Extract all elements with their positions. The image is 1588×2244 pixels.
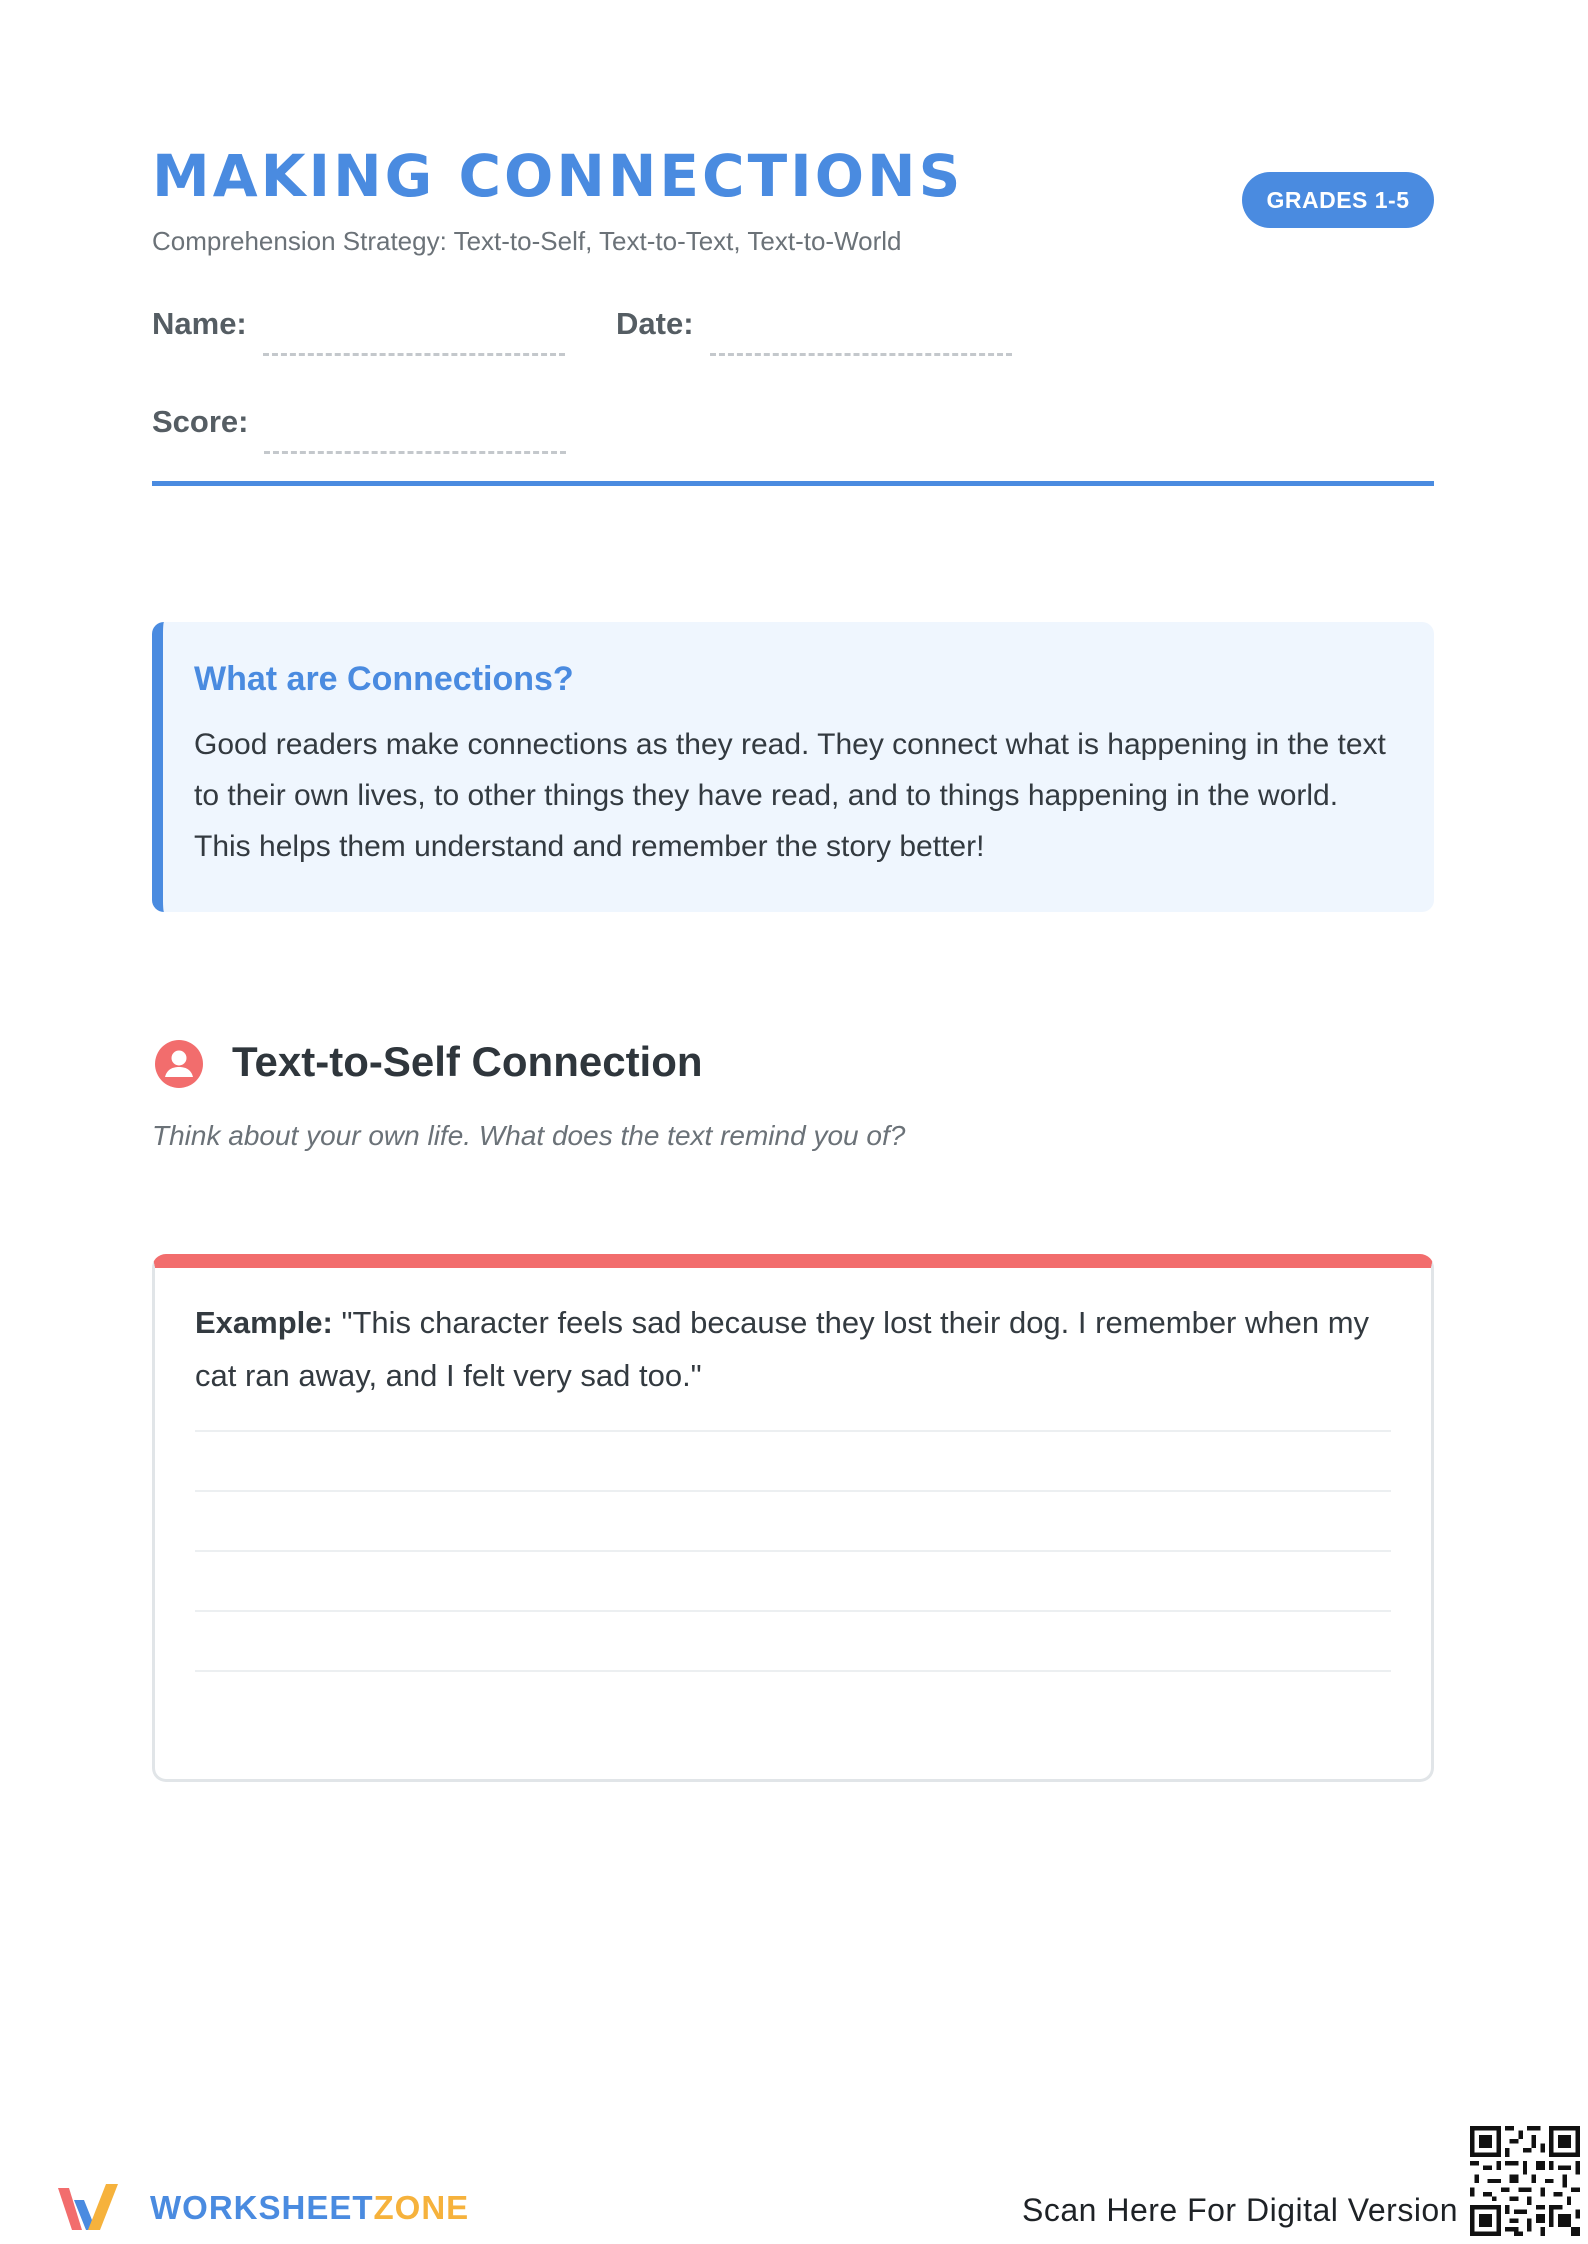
- name-blank-line[interactable]: [263, 353, 565, 356]
- user-circle-icon: [155, 1040, 203, 1088]
- example-text: [195, 1296, 1391, 1402]
- name-label: Name:: [152, 306, 247, 341]
- info-text: Good readers make connections as they read. They connect what is happening in the text to their own lives, to other things they have read, and to things happening in the world. This helps them understand and remember the story better!: [194, 728, 1386, 863]
- worksheetzone-logo[interactable]: [56, 2180, 469, 2236]
- date-field[interactable]: [616, 306, 1012, 342]
- grade-badge: GRADES 1-5: [1242, 172, 1434, 228]
- qr-code-icon[interactable]: [1470, 2126, 1580, 2236]
- writing-line[interactable]: [195, 1492, 1391, 1552]
- date-blank-line[interactable]: [710, 353, 1012, 356]
- section-prompt: Think about your own life. What does the text remind you of?: [152, 1120, 906, 1151]
- section-title: Text-to-Self Connection: [232, 1038, 703, 1085]
- page-subtitle: Comprehension Strategy: Text-to-Self, Text-to-Text, Text-to-World: [152, 226, 902, 256]
- score-field[interactable]: [152, 404, 566, 440]
- logo-mark-icon: [56, 2180, 134, 2236]
- header-divider: [152, 481, 1434, 486]
- logo-word-worksheet: WORKSHEET: [150, 2189, 374, 2226]
- name-field[interactable]: [152, 306, 565, 342]
- example-body: "This character feels sad because they lost their dog. I remember when my cat ran away, and I felt very sad too.": [195, 1305, 1370, 1393]
- answer-card: [152, 1254, 1434, 1782]
- page-title: MAKING CONNECTIONS: [152, 142, 964, 210]
- writing-lines[interactable]: [195, 1430, 1391, 1672]
- info-box: [152, 622, 1434, 912]
- writing-line[interactable]: [195, 1552, 1391, 1612]
- logo-word-zone: ZONE: [373, 2189, 470, 2226]
- score-blank-line[interactable]: [264, 451, 566, 454]
- writing-line[interactable]: [195, 1432, 1391, 1492]
- logo-text: [150, 2189, 469, 2227]
- date-label: Date:: [616, 306, 694, 341]
- writing-line[interactable]: [195, 1612, 1391, 1672]
- score-label: Score:: [152, 404, 249, 439]
- info-title: What are Connections?: [194, 660, 574, 698]
- scan-caption: Scan Here For Digital Version: [1022, 2192, 1459, 2228]
- example-label: Example:: [195, 1305, 333, 1340]
